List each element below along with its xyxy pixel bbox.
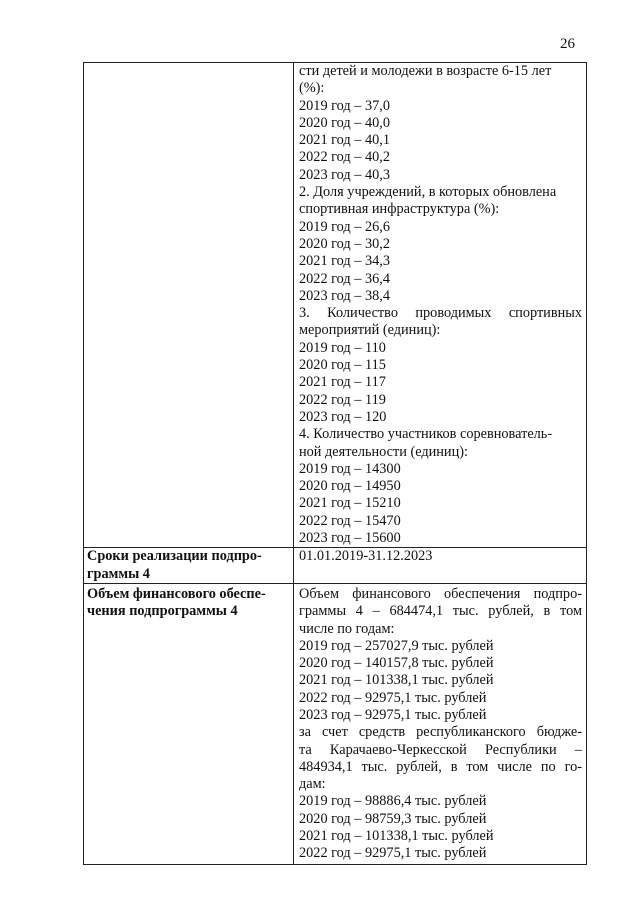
text-line: 484934,1 тыс. рублей, в том числе по го- bbox=[299, 758, 582, 775]
text-line: 2019 год – 257027,9 тыс. рублей bbox=[299, 637, 494, 654]
row-label-empty bbox=[84, 63, 294, 548]
table-row-indicators bbox=[84, 63, 587, 548]
text-line: 2020 год – 30,2 bbox=[299, 235, 391, 252]
text-line: 2019 год – 98886,4 тыс. рублей bbox=[299, 793, 487, 810]
row-label-financing bbox=[84, 583, 294, 864]
text-line: 2021 год – 40,1 bbox=[299, 132, 391, 149]
text-line: за счет средств республиканского бюдже- bbox=[299, 724, 582, 741]
table-row-period bbox=[84, 548, 587, 584]
text-line: 2022 год – 119 bbox=[299, 391, 386, 408]
text-line: 2022 год – 15470 bbox=[299, 512, 401, 529]
text-line: числе по годам: bbox=[299, 620, 395, 637]
period-cell bbox=[294, 548, 587, 584]
row-label-period bbox=[84, 548, 294, 584]
text-line: 2020 год – 115 bbox=[299, 357, 386, 374]
text-line: 2020 год – 40,0 bbox=[299, 114, 391, 131]
text-line: 2021 год – 101338,1 тыс. рублей bbox=[299, 828, 494, 845]
label-line: чения подпрограммы 4 bbox=[87, 603, 238, 620]
text-line: 2023 год – 38,4 bbox=[299, 287, 391, 304]
indicators-cell bbox=[294, 63, 587, 548]
text-line: 01.01.2019-31.12.2023 bbox=[299, 548, 433, 565]
text-line: ной деятельности (единиц): bbox=[299, 443, 468, 460]
text-line: (%): bbox=[299, 80, 325, 97]
financing-cell bbox=[294, 583, 587, 864]
table-row-financing bbox=[84, 583, 587, 864]
text-line: 2020 год – 140157,8 тыс. рублей bbox=[299, 655, 494, 672]
text-line: 2022 год – 92975,1 тыс. рублей bbox=[299, 689, 487, 706]
text-line: 3. Количество проводимых спортивных bbox=[299, 305, 582, 322]
text-line: 2. Доля учреждений, в которых обновлена bbox=[299, 184, 557, 201]
passport-table bbox=[83, 62, 587, 865]
text-line: сти детей и молодежи в возрасте 6-15 лет bbox=[299, 63, 552, 79]
text-line: 2022 год – 36,4 bbox=[299, 270, 391, 287]
text-line: 2019 год – 26,6 bbox=[299, 218, 391, 235]
text-line: Объем финансового обеспечения подпро- bbox=[299, 585, 582, 602]
text-line: 2021 год – 101338,1 тыс. рублей bbox=[299, 672, 494, 689]
text-line: 2022 год – 40,2 bbox=[299, 149, 391, 166]
label-line: Сроки реализации подпро- bbox=[87, 548, 262, 565]
text-line: 2021 год – 15210 bbox=[299, 495, 401, 512]
text-line: та Карачаево-Черкесской Республики – bbox=[299, 741, 582, 758]
text-line: 2023 год – 120 bbox=[299, 408, 387, 425]
text-line: 2022 год – 92975,1 тыс. рублей bbox=[299, 845, 487, 862]
text-line: 2023 год – 40,3 bbox=[299, 166, 391, 183]
text-line: 2021 год – 117 bbox=[299, 374, 386, 391]
text-line: 2021 год – 34,3 bbox=[299, 253, 391, 270]
text-line: 2019 год – 110 bbox=[299, 339, 386, 356]
text-line: 4. Количество участников соревнователь- bbox=[299, 426, 553, 443]
label-line: граммы 4 bbox=[87, 565, 150, 582]
text-line: спортивная инфраструктура (%): bbox=[299, 201, 500, 218]
text-line: 2019 год – 37,0 bbox=[299, 97, 391, 114]
text-line: 2019 год – 14300 bbox=[299, 460, 401, 477]
page-number: 26 bbox=[560, 36, 575, 52]
label-line: Объем финансового обеспе- bbox=[87, 585, 266, 602]
text-line: 2023 год – 92975,1 тыс. рублей bbox=[299, 706, 487, 723]
text-line: дам: bbox=[299, 776, 326, 793]
text-line: граммы 4 – 684474,1 тыс. рублей, в том bbox=[299, 603, 582, 620]
text-line: 2020 год – 14950 bbox=[299, 478, 401, 495]
text-line: 2023 год – 15600 bbox=[299, 530, 401, 547]
text-line: мероприятий (единиц): bbox=[299, 322, 441, 339]
text-line: 2020 год – 98759,3 тыс. рублей bbox=[299, 810, 487, 827]
